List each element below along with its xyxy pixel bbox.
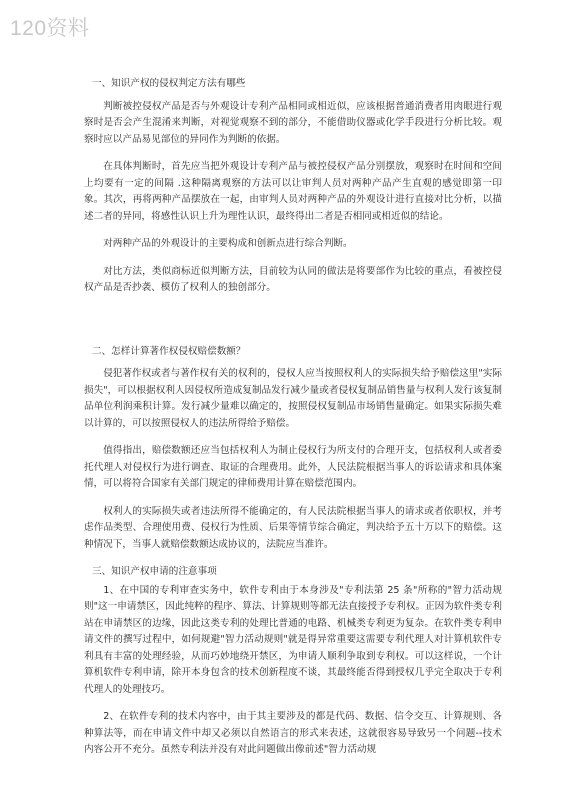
paragraph: 权利人的实际损失或者违法所得不能确定的，有人民法院根据当事人的请求或者依职权，并考虑作品类型、合理使用费、侵权行为性质、后果等情节综合确定，判决给予五十万以下的赔偿。这种情况下，当事人就赔偿数额达成协议的，法院应当准许。 [84,505,502,550]
paragraph: 判断被控侵权产品是否与外观设计专利产品相同或相近似，应该根据普通消费者用肉眼进行观察时是否会产生混淆来判断，对视觉观察不到的部分，不能借助仪器或化学手段进行分析比较。观察时应以产品易见部位的异同作为判断的依据。 [84,100,502,145]
section-3 [84,564,502,759]
section-heading: 三、知识产权申请的注意事项 [92,566,217,577]
paragraph: 对比方法，类似商标近似判断方法，目前较为认同的做法是将要部作为比较的重点，看被控侵权产品是否抄袭、模仿了权利人的独创部分。 [84,265,502,293]
document-body [84,76,502,770]
section-2 [84,344,502,554]
section-heading: 一、知识产权的侵权判定方法有哪些 [92,78,246,89]
section-heading: 二、怎样计算著作权侵权赔偿数额？ [92,345,246,357]
paragraph: 侵犯著作权或者与著作权有关的权利的，侵权人应当按照权利人的实际损失给予赔偿这里"实际损失"，可以根据权利人因侵权所造成复制品发行减少量或者侵权复制品销售量与权利人发行该复制品单位利润乘积计算。发行减少量难以确定的，按照侵权复制品市场销售量确定。如果实际损失难以计算的，可以按照侵权人的违法所得给予赔偿。 [84,368,502,429]
paragraph: 1、在中国的专利审查实务中，软件专利由于本身涉及"专利法第 25 条"所称的"智力活动规则"这一申请禁区，因此纯粹的程序、算法、计算规则等都无法直接授予专利权。正因为软件类专利站在申请禁区的边缘，因此这类专利的处理比普通的电路、机械类专利更为复杂。在软件类专利申请文件的撰写过程中，如何规避"智力活动规则"就是得异常重要这需要专利代理人对计算机软件专利具有丰富的处理经验，从而巧妙地绕开禁区，为申请人顺利争取到专利权。可以这样说，一个计算机软件专利申请，除开本身包含的技术创新程度不谈，其最终能否得到授权几乎完全取决于专利代理人的处理技巧。 [84,584,502,695]
section-1 [84,76,502,297]
section-gap [84,308,502,344]
paragraph: 2、在软件专利的技术内容中，由于其主要涉及的都是代码、数据、信令交互、计算规则、各种算法等，而在申请文件中却又必须以自然语言的形式来表述，这就很容易导致另一个问题--技术内容公开不充分。虽然专利法并没有对此问题做出像前述"智力活动规 [84,711,502,755]
watermark-logo: 120资料 [10,17,90,40]
paragraph: 在具体判断时，首先应当把外观设计专利产品与被控侵权产品分别摆放，观察时在时间和空间上均要有一定的间隔 .这种隔离观察的方法可以让审判人员对两种产品产生直观的感觉即第一印象。其次，再将两种产品摆放在一起，由审判人员对两种产品的外观设计进行直接对比分析，以描述二者的异同，将感性认识上升为理性认识，最终得出二者是否相同或相近似的结论。 [84,161,502,222]
paragraph: 对两种产品的外观设计的主要构成和创新点进行综合判断。 [103,238,353,249]
paragraph: 值得指出，赔偿数额还应当包括权利人为制止侵权行为所支付的合理开支，包括权利人或者委托代理人对侵权行为进行调查、取证的合理费用。此外，人民法院根据当事人的诉讼请求和具体案情，可以将符合国家有关部门规定的律师费用计算在赔偿范围内。 [84,445,502,489]
